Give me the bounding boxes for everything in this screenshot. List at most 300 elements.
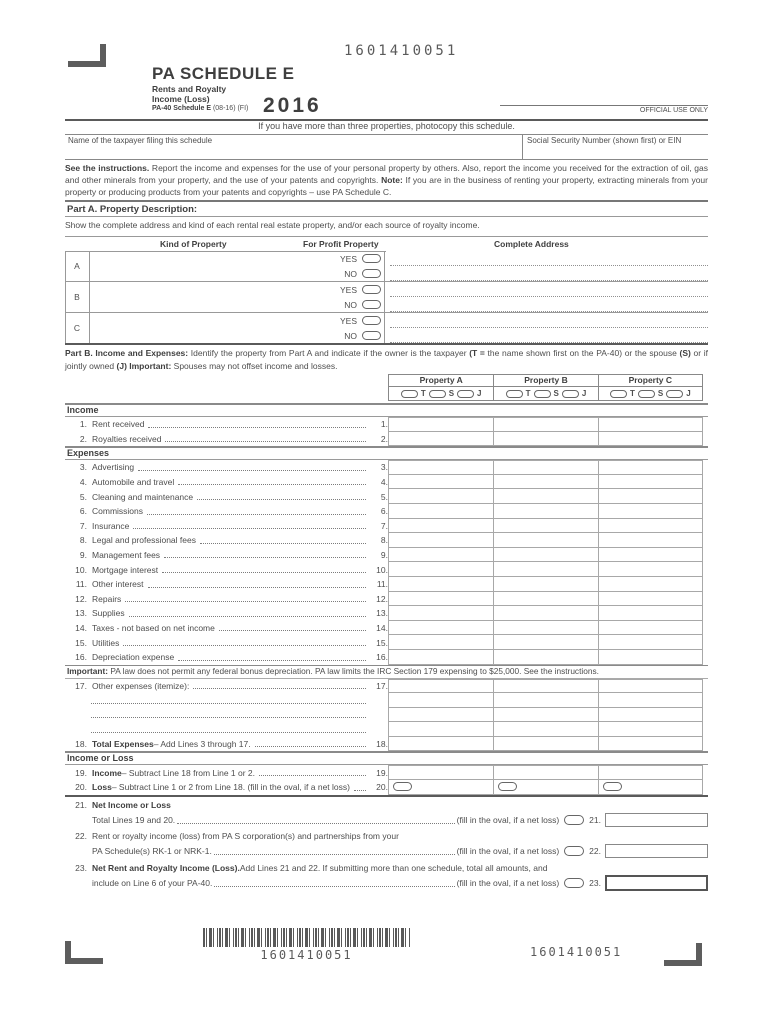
tax-year: 2016 <box>263 94 322 117</box>
line-number: 17. <box>75 680 87 691</box>
line-number-right: 20. <box>376 782 388 793</box>
total-label: Rent or royalty income (loss) from PA S corporation(s) and partnerships from your <box>92 831 399 842</box>
amount-cell[interactable] <box>388 460 493 475</box>
amount-cell[interactable] <box>388 577 493 592</box>
line-label: Mortgage interest <box>92 564 159 575</box>
taxpayer-row <box>65 134 708 160</box>
line-number-right: 7. <box>380 520 388 531</box>
property-name: Property B <box>494 375 597 387</box>
amount-cell[interactable] <box>388 432 493 447</box>
owner-letter-t: T <box>420 389 426 398</box>
address-line[interactable] <box>390 311 708 312</box>
line-label-cell <box>65 635 388 650</box>
dot-leader <box>214 854 455 855</box>
registration-mark-bottom-right <box>664 943 702 966</box>
line-item-row <box>65 722 708 737</box>
dot-leader <box>148 587 367 588</box>
amount-cell[interactable] <box>388 519 493 534</box>
text: PA law does not permit any federal bonus depreciation. PA law limits the IRC Section 179 expensing to $25,000. See the instructions. <box>108 665 599 676</box>
owner-letter-t: T <box>629 389 635 398</box>
line-label: – Add Lines 3 through 17. <box>153 739 251 750</box>
line-label-cell <box>65 548 388 563</box>
line-number-right: 13. <box>376 608 388 619</box>
bold-text: See the instructions. <box>65 163 150 173</box>
totals-section <box>65 798 708 893</box>
form-subtitle-1: Rents and Royalty <box>152 84 227 94</box>
line-label-cell <box>65 533 388 548</box>
owner-oval-t[interactable] <box>401 390 418 398</box>
amount-cell[interactable] <box>598 592 703 607</box>
line-item-row <box>65 577 708 592</box>
total-label-2: Total Lines 19 and 20. <box>92 814 176 825</box>
amount-cell[interactable] <box>598 417 703 432</box>
line-item-row <box>65 737 708 752</box>
line-number: 18. <box>75 739 87 750</box>
text: If you are in the business of renting your property, extracting minerals from your property or producing products from your patents and copyrights – use PA Schedule C. <box>65 174 708 197</box>
amount-cell[interactable] <box>388 693 493 708</box>
owner-oval-t[interactable] <box>506 390 523 398</box>
amount-cell[interactable] <box>598 708 703 723</box>
line-number-right: 15. <box>376 637 388 648</box>
line-number-right: 16. <box>376 652 388 663</box>
owner-ovals <box>494 387 597 400</box>
line-number-right: 19. <box>376 767 388 778</box>
bold-text: (S) <box>679 348 691 358</box>
line-item-row <box>65 679 708 694</box>
line-label: Automobile and travel <box>92 477 175 488</box>
line-number-right: 3. <box>380 462 388 473</box>
bold-text: Important: <box>67 665 109 676</box>
text: Report the income and expenses for the use of your personal property by others. Also, report the income you received for the extraction of oil, gas and other minerals from your property, and the use of your patents and copyrights. <box>65 163 708 185</box>
line-number: 9. <box>79 550 87 561</box>
line-number-right: 12. <box>376 593 388 604</box>
line-item-row <box>65 635 708 650</box>
line-item-row <box>65 693 708 708</box>
amount-cell[interactable] <box>493 562 598 577</box>
amount-cell[interactable] <box>388 780 493 795</box>
total-line-2 <box>65 875 708 891</box>
dot-leader <box>91 717 366 718</box>
fill-oval-note: (fill in the oval, if a net loss) <box>456 846 560 856</box>
amount-cell[interactable] <box>388 737 493 752</box>
amount-cell[interactable] <box>598 519 703 534</box>
official-use-only-label: OFFICIAL USE ONLY <box>500 105 708 114</box>
owner-oval-s[interactable] <box>534 390 551 398</box>
amount-cell[interactable] <box>493 533 598 548</box>
form-code: PA-40 Schedule E (08-16) (FI) <box>152 105 249 112</box>
part-a-header: Part A. Property Description: <box>65 200 708 217</box>
line-number-right: 4. <box>380 477 388 488</box>
line-number-right: 18. <box>376 739 388 750</box>
line-number-right: 21. <box>589 814 601 825</box>
line-item-row <box>65 504 708 519</box>
amount-cell[interactable] <box>388 708 493 723</box>
line-item-row <box>65 548 708 563</box>
form-subtitle-2: Income (Loss) <box>152 94 210 104</box>
col-header-complete-address: Complete Address <box>494 239 569 249</box>
amount-cell[interactable] <box>598 548 703 563</box>
amount-cell[interactable] <box>598 621 703 636</box>
dot-leader <box>214 886 454 887</box>
dot-leader <box>147 514 366 515</box>
line-label-cell <box>65 460 388 475</box>
line-number-right: 2. <box>380 433 388 444</box>
complete-address-field[interactable] <box>385 251 708 281</box>
part-b-intro <box>65 347 708 372</box>
property-letter: B <box>65 282 90 312</box>
line-item-row <box>65 780 708 795</box>
fill-oval-note: (fill in the oval, if a net loss) <box>456 877 560 888</box>
amount-cell[interactable] <box>598 432 703 447</box>
amount-cell[interactable] <box>388 722 493 737</box>
amount-cell[interactable] <box>493 780 598 795</box>
property-column <box>598 375 702 400</box>
amount-cell[interactable] <box>598 577 703 592</box>
dot-leader <box>200 543 366 544</box>
owner-letter-s: S <box>553 389 559 398</box>
address-line[interactable] <box>390 280 708 281</box>
owner-oval-j[interactable] <box>666 390 683 398</box>
registration-mark-bottom-left <box>65 941 103 964</box>
barcode-image <box>203 928 410 947</box>
amount-cell[interactable] <box>493 621 598 636</box>
amount-cell[interactable] <box>598 606 703 621</box>
line-label: Legal and professional fees <box>92 535 196 546</box>
line-number: 4. <box>79 477 87 488</box>
amount-cell[interactable] <box>493 708 598 723</box>
line-label: Depreciation expense <box>92 652 175 663</box>
line-number: 7. <box>79 520 87 531</box>
line-label: Advertising <box>92 462 135 473</box>
dot-leader <box>125 601 366 602</box>
amount-cell[interactable] <box>388 606 493 621</box>
amount-cell[interactable] <box>598 635 703 650</box>
amount-cell[interactable] <box>493 519 598 534</box>
address-line[interactable] <box>390 296 708 297</box>
amount-box[interactable] <box>605 813 708 827</box>
registration-mark-top-left <box>68 44 106 67</box>
loss-oval[interactable] <box>498 782 517 791</box>
line-number: 16. <box>75 652 87 663</box>
owner-letter-j: J <box>581 389 587 398</box>
address-line[interactable] <box>390 265 708 266</box>
line-number-right: 8. <box>380 535 388 546</box>
part-b-line-items <box>65 403 708 797</box>
bold-text: (T = <box>469 348 485 358</box>
amount-cell[interactable] <box>493 475 598 490</box>
loss-oval[interactable] <box>393 782 412 791</box>
amount-box[interactable] <box>605 844 708 858</box>
property-letter: C <box>65 313 90 343</box>
col-header-for-profit-property: For Profit Property <box>303 239 379 249</box>
line-label-cell <box>65 577 388 592</box>
important-note <box>65 665 708 679</box>
dot-leader <box>138 470 366 471</box>
total-line-item <box>65 861 708 891</box>
line-label-cell <box>65 708 388 723</box>
owner-oval-s[interactable] <box>638 390 655 398</box>
dot-leader <box>219 630 366 631</box>
line-label-cell <box>65 650 388 665</box>
amount-cell[interactable] <box>598 679 703 694</box>
dot-leader <box>165 441 366 442</box>
amount-cell[interactable] <box>493 737 598 752</box>
line-item-row <box>65 621 708 636</box>
amount-cell[interactable] <box>598 765 703 780</box>
section-band <box>65 751 708 765</box>
line-number: 1. <box>79 419 87 430</box>
line-label-bold: Total Expenses <box>92 739 154 750</box>
part-a-table-border <box>65 251 386 344</box>
line-label: Commissions <box>92 506 144 517</box>
line-number-right: 1. <box>380 419 388 430</box>
total-line-1 <box>65 798 708 812</box>
line-number-right: 11. <box>376 579 388 590</box>
photocopy-note: If you have more than three properties, photocopy this schedule. <box>258 121 515 131</box>
complete-address-field[interactable] <box>385 282 708 312</box>
amount-cell[interactable] <box>388 765 493 780</box>
text: the name shown first on the PA-40) or the spouse <box>484 348 680 358</box>
line-number: 23. <box>75 862 87 873</box>
line-label-cell <box>65 765 388 780</box>
amount-cell[interactable] <box>598 533 703 548</box>
yes-label: YES <box>339 284 357 295</box>
amount-cell[interactable] <box>493 432 598 447</box>
bold-text: (J) Important: <box>116 360 172 371</box>
amount-cell[interactable] <box>493 504 598 519</box>
text: Identify the property from Part A and indicate if the owner is the taxpayer <box>188 348 470 358</box>
dot-leader <box>178 660 366 661</box>
owner-ovals <box>599 387 702 400</box>
section-band-label: Income or Loss <box>67 753 134 764</box>
line-number: 8. <box>79 535 87 546</box>
amount-cell[interactable] <box>493 592 598 607</box>
property-name: Property C <box>599 375 702 387</box>
amount-cell[interactable] <box>388 475 493 490</box>
line-item-row <box>65 460 708 475</box>
line-label-cell <box>65 621 388 636</box>
line-item-row <box>65 519 708 534</box>
owner-letter-t: T <box>525 389 531 398</box>
line-label: Insurance <box>92 520 130 531</box>
line-label-cell <box>65 417 388 432</box>
line-item-row <box>65 708 708 723</box>
amount-cell[interactable] <box>493 460 598 475</box>
dot-leader <box>354 790 366 791</box>
amount-cell[interactable] <box>388 650 493 665</box>
owner-oval-t[interactable] <box>610 390 627 398</box>
amount-cell[interactable] <box>598 780 703 795</box>
property-name: Property A <box>389 375 493 387</box>
part-b-bottom-rule <box>65 795 708 797</box>
line-item-row <box>65 606 708 621</box>
net-loss-oval[interactable] <box>564 815 584 825</box>
owner-oval-s[interactable] <box>429 390 446 398</box>
total-line-item <box>65 798 708 828</box>
amount-cell[interactable] <box>598 489 703 504</box>
line-item-row <box>65 562 708 577</box>
complete-address-field[interactable] <box>385 313 708 343</box>
owner-letter-j: J <box>686 389 691 398</box>
line-number: 19. <box>75 767 87 778</box>
line-label-cell <box>65 432 388 447</box>
amount-cell[interactable] <box>598 737 703 752</box>
taxpayer-name-field[interactable]: Name of the taxpayer filing this schedule <box>65 135 523 159</box>
form-title: PA SCHEDULE E <box>152 64 295 83</box>
amount-cell[interactable] <box>598 693 703 708</box>
line-number-right: 6. <box>380 506 388 517</box>
total-line-item <box>65 830 708 860</box>
amount-cell[interactable] <box>493 577 598 592</box>
line-number-right: 9. <box>380 550 388 561</box>
line-label: Taxes - not based on net income <box>92 623 215 634</box>
dot-leader <box>193 688 366 689</box>
section-band-label: Expenses <box>67 448 110 459</box>
amount-cell[interactable] <box>493 489 598 504</box>
document-number-bottom-right: 1601410051 <box>530 945 623 959</box>
bold-text: Note: <box>381 174 403 185</box>
line-label: Other expenses (itemize): <box>92 680 190 691</box>
part-a-bottom-rule <box>65 343 708 345</box>
amount-cell[interactable] <box>598 650 703 665</box>
net-loss-oval[interactable] <box>564 846 584 856</box>
amount-cell[interactable] <box>598 475 703 490</box>
line-item-row <box>65 489 708 504</box>
line-label: Utilities <box>92 637 120 648</box>
no-label: NO <box>344 330 357 341</box>
dot-leader <box>129 616 366 617</box>
amount-cell[interactable] <box>493 693 598 708</box>
line-label-cell <box>65 475 388 490</box>
amount-cell[interactable] <box>598 504 703 519</box>
amount-cell[interactable] <box>388 417 493 432</box>
line-number: 3. <box>79 462 87 473</box>
no-label: NO <box>344 268 357 279</box>
amount-cell[interactable] <box>493 765 598 780</box>
amount-cell[interactable] <box>493 650 598 665</box>
line-number-right: 22. <box>589 846 601 856</box>
line-number: 15. <box>75 637 87 648</box>
dot-leader <box>178 484 366 485</box>
property-letter: A <box>65 251 90 281</box>
line-number: 11. <box>75 579 87 590</box>
dot-leader <box>91 732 366 733</box>
line-item-row <box>65 650 708 665</box>
line-item-row <box>65 592 708 607</box>
line-label-cell <box>65 519 388 534</box>
amount-cell[interactable] <box>388 562 493 577</box>
amount-cell[interactable] <box>493 722 598 737</box>
amount-cell[interactable] <box>493 679 598 694</box>
amount-cell[interactable] <box>493 635 598 650</box>
owner-ovals <box>389 387 493 400</box>
line-number-right: 17. <box>376 680 388 691</box>
amount-cell[interactable] <box>493 548 598 563</box>
line-label: Cleaning and maintenance <box>92 491 194 502</box>
amount-cell[interactable] <box>598 562 703 577</box>
line-item-row <box>65 533 708 548</box>
dot-leader <box>148 427 366 428</box>
line-number-right: 10. <box>376 564 388 575</box>
document-number-bottom-left: 1601410051 <box>260 948 353 962</box>
line-label-cell <box>65 722 388 737</box>
line-number: 12. <box>75 593 87 604</box>
owner-oval-j[interactable] <box>562 390 579 398</box>
line-item-row <box>65 417 708 432</box>
amount-cell[interactable] <box>493 417 598 432</box>
property-column <box>493 375 597 400</box>
no-label: NO <box>344 299 357 310</box>
amount-cell[interactable] <box>388 504 493 519</box>
amount-cell[interactable] <box>598 722 703 737</box>
line-number: 22. <box>75 831 87 842</box>
amount-cell[interactable] <box>388 621 493 636</box>
dot-leader <box>123 645 366 646</box>
yes-label: YES <box>339 315 357 326</box>
line-label-cell <box>65 504 388 519</box>
amount-cell[interactable] <box>388 533 493 548</box>
line-number: 2. <box>79 433 87 444</box>
amount-cell[interactable] <box>493 606 598 621</box>
bold-text: Part B. Income and Expenses: <box>65 348 189 358</box>
amount-cell[interactable] <box>388 548 493 563</box>
ssn-field[interactable]: Social Security Number (shown first) or EIN <box>527 136 682 145</box>
line-label-bold: Income <box>92 767 122 778</box>
amount-cell[interactable] <box>388 592 493 607</box>
line-number: 6. <box>79 506 87 517</box>
owner-oval-j[interactable] <box>457 390 474 398</box>
net-loss-oval[interactable] <box>564 878 584 888</box>
amount-cell[interactable] <box>388 489 493 504</box>
dot-leader <box>133 528 366 529</box>
line-label: – Subtract Line 18 from Line 1 or 2. <box>121 767 256 778</box>
line-label: Supplies <box>92 608 125 619</box>
loss-oval[interactable] <box>603 782 622 791</box>
dot-leader <box>197 499 366 500</box>
amount-cell[interactable] <box>598 460 703 475</box>
dot-leader <box>164 557 366 558</box>
amount-cell[interactable] <box>388 679 493 694</box>
property-column <box>389 375 493 400</box>
owner-letter-s: S <box>657 389 664 398</box>
amount-cell[interactable] <box>388 635 493 650</box>
total-label-2: PA Schedule(s) RK-1 or NRK-1. <box>92 846 212 856</box>
owner-letter-j: J <box>477 389 482 398</box>
part-a-column-headers <box>65 236 708 251</box>
fill-oval-note: (fill in the oval, if a net loss) <box>456 814 560 825</box>
line-label-cell <box>65 489 388 504</box>
line-label-bold: Loss <box>92 782 112 793</box>
line-label-cell <box>65 562 388 577</box>
line-label-cell <box>65 693 388 708</box>
address-line[interactable] <box>390 327 708 328</box>
line-number: 10. <box>75 564 87 575</box>
amount-box[interactable] <box>605 875 708 891</box>
line-label: Repairs <box>92 593 122 604</box>
line-number: 13. <box>75 608 87 619</box>
text: or if jointly owned <box>65 348 708 371</box>
line-label-cell <box>65 679 388 694</box>
part-a-subtitle: Show the complete address and kind of each rental real estate property, and/or each source of royalty income. <box>65 220 480 230</box>
line-label-cell <box>65 592 388 607</box>
dot-leader <box>91 703 366 704</box>
dot-leader <box>259 775 366 776</box>
total-label-bold: Net Income or Loss <box>92 799 171 810</box>
line-number: 20. <box>75 782 87 793</box>
dot-leader <box>177 823 454 824</box>
line-item-row <box>65 475 708 490</box>
section-band <box>65 403 708 417</box>
